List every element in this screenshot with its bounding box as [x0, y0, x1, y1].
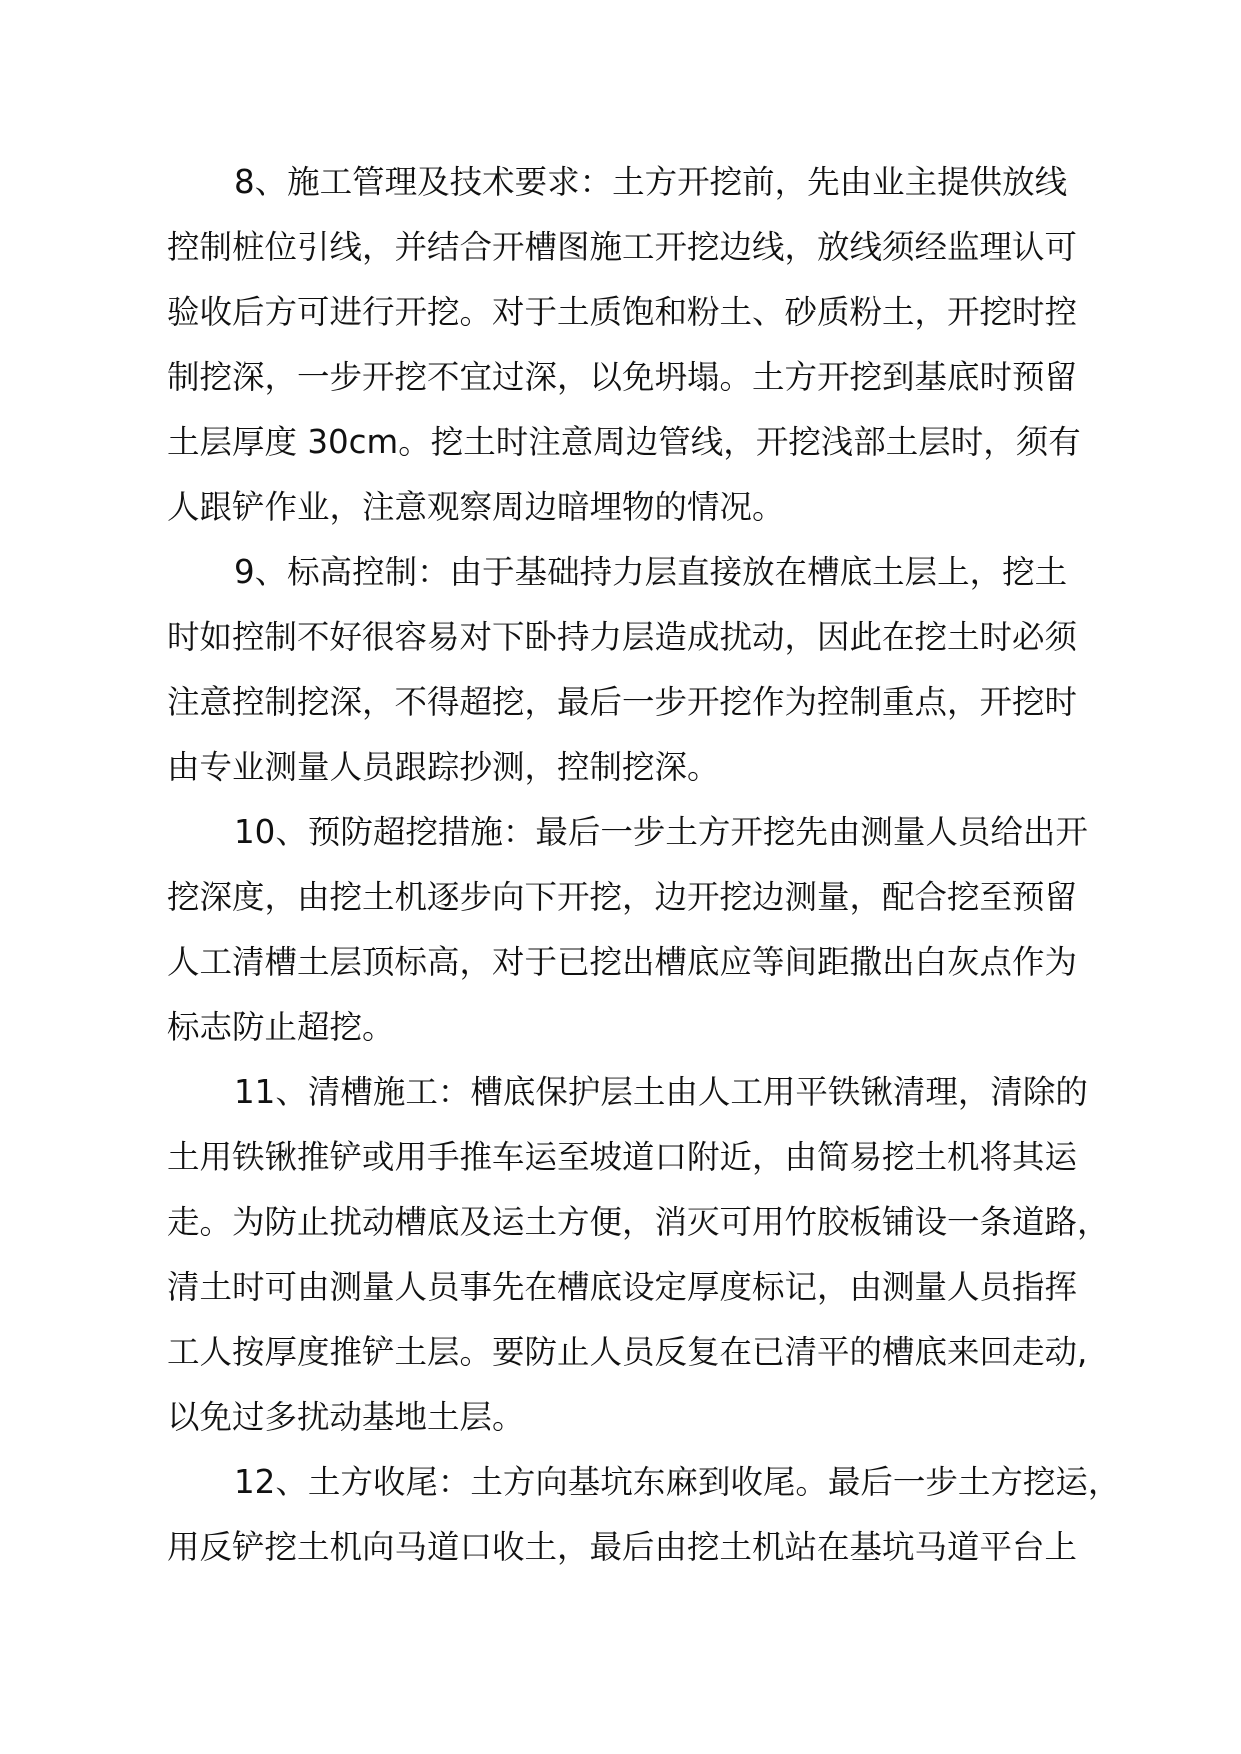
paragraph-11-line-1: 11、清槽施工：槽底保护层土由人工用平铁锹清理，清除的 — [234, 1073, 1088, 1111]
paragraph-8-line-2: 控制桩位引线，并结合开槽图施工开挖边线，放线须经监理认可 — [167, 228, 1078, 266]
paragraph-9-line-3: 注意控制挖深，不得超挖，最后一步开挖作为控制重点，开挖时 — [167, 683, 1078, 721]
paragraph-8-line-6: 人跟铲作业，注意观察周边暗埋物的情况。 — [167, 488, 785, 526]
paragraph-8-line-5: 土层厚度 30cm。挖土时注意周边管线，开挖浅部土层时，须有 — [167, 423, 1081, 461]
paragraph-10-line-2: 挖深度，由挖土机逐步向下开挖，边开挖边测量，配合挖至预留 — [167, 878, 1078, 916]
paragraph-11-line-6: 以免过多扰动基地土层。 — [167, 1398, 525, 1436]
paragraph-8-line-4: 制挖深，一步开挖不宜过深，以免坍塌。土方开挖到基底时预留 — [167, 358, 1078, 396]
paragraph-9-line-4: 由专业测量人员跟踪抄测，控制挖深。 — [167, 748, 720, 786]
paragraph-11-line-2: 土用铁锹推铲或用手推车运至坡道口附近，由简易挖土机将其运 — [167, 1138, 1078, 1176]
paragraph-8-line-3: 验收后方可进行开挖。对于土质饱和粉土、砂质粉土，开挖时控 — [167, 293, 1078, 331]
paragraph-12-line-1: 12、土方收尾：土方向基坑东麻到收尾。最后一步土方挖运， — [234, 1463, 1121, 1501]
paragraph-10-line-3: 人工清槽土层顶标高，对于已挖出槽底应等间距撒出白灰点作为 — [167, 943, 1078, 981]
paragraph-12-line-2: 用反铲挖土机向马道口收土，最后由挖土机站在基坑马道平台上 — [167, 1528, 1078, 1566]
paragraph-11-line-3: 走。为防止扰动槽底及运土方便，消灭可用竹胶板铺设一条道路， — [167, 1203, 1110, 1241]
paragraph-10-line-4: 标志防止超挖。 — [167, 1008, 395, 1046]
paragraph-9-line-1: 9、标高控制：由于基础持力层直接放在槽底土层上，挖土 — [234, 553, 1068, 591]
paragraph-8-line-1: 8、施工管理及技术要求：土方开挖前，先由业主提供放线 — [234, 163, 1068, 201]
paragraph-10-line-1: 10、预防超挖措施：最后一步土方开挖先由测量人员给出开 — [234, 813, 1088, 851]
paragraph-11-line-4: 清土时可由测量人员事先在槽底设定厚度标记，由测量人员指挥 — [167, 1268, 1078, 1306]
paragraph-11-line-5: 工人按厚度推铲土层。要防止人员反复在已清平的槽底来回走动, — [167, 1333, 1088, 1371]
document-body — [167, 150, 1121, 1580]
paragraph-9-line-2: 时如控制不好很容易对下卧持力层造成扰动，因此在挖土时必须 — [167, 618, 1078, 656]
